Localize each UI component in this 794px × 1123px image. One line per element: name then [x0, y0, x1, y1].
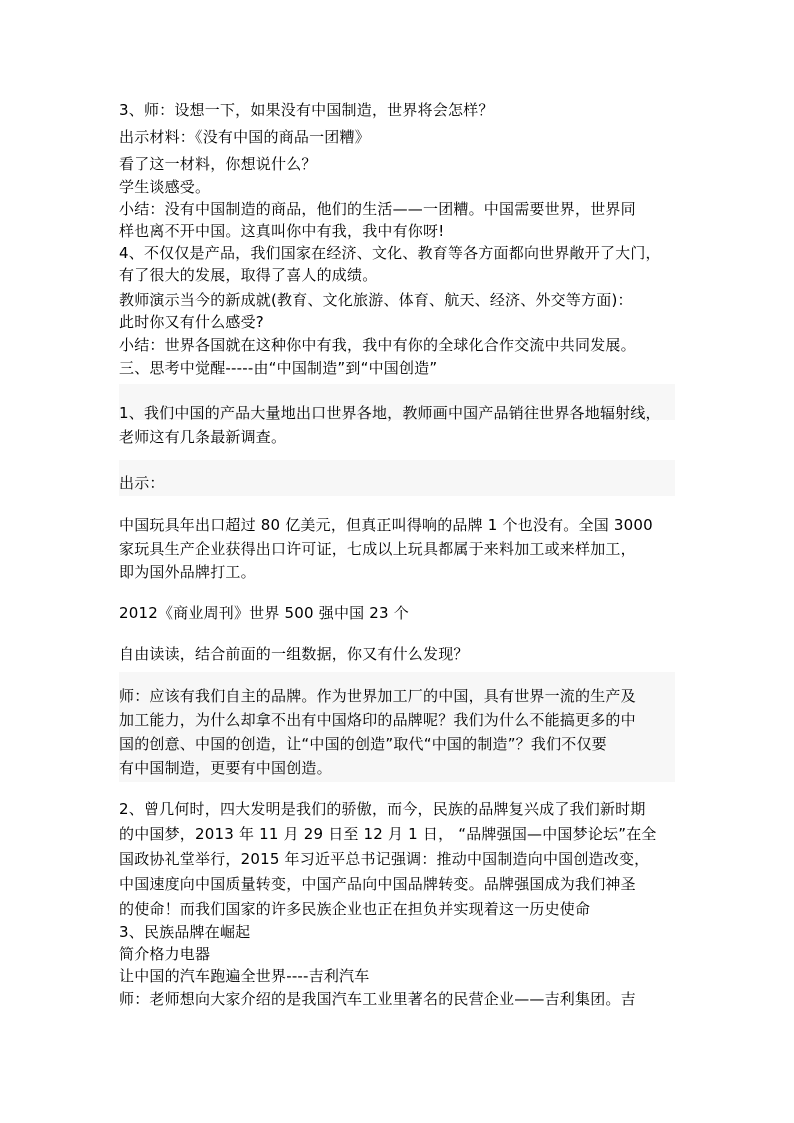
text-line: 自由读读，结合前面的一组数据，你又有什么发现？ — [119, 645, 469, 663]
text-line: 的使命！而我们国家的许多民族企业也正在担负并实现着这一历史使命 — [119, 900, 591, 918]
text-line: 2、曾几何时，四大发明是我们的骄傲，而今，民族的品牌复兴成了我们新时期 — [119, 800, 646, 818]
text-line: 加工能力，为什么却拿不出有中国烙印的品牌呢？我们为什么不能搞更多的中 — [119, 711, 636, 729]
text-line: 简介格力电器 — [119, 945, 211, 963]
text-line: 出示： — [119, 474, 165, 492]
text-line: 让中国的汽车跑遍全世界----吉利汽车 — [119, 967, 370, 985]
text-line: 即为国外品牌打工。 — [119, 563, 256, 581]
text-line: 师：老师想向大家介绍的是我国汽车工业里著名的民营企业——吉利集团。吉 — [119, 990, 636, 1008]
text-line: 的中国梦，2013 年 11 月 29 日至 12 月 1 日， “品牌强国—中国梦论坛”在全 — [119, 825, 657, 843]
text-line: 小结：世界各国就在这种你中有我，我中有你的全球化合作交流中共同发展。 — [119, 336, 636, 354]
text-line: 教师演示当今的新成就(教育、文化旅游、体育、航天、经济、外交等方面)： — [119, 291, 633, 309]
text-line: 老师这有几条最新调查。 — [119, 428, 287, 446]
text-line: 3、师：设想一下，如果没有中国制造，世界将会怎样？ — [119, 101, 494, 119]
text-line: 国政协礼堂举行，2015 年习近平总书记强调：推动中国制造向中国创造改变， — [119, 850, 650, 868]
text-line: 2012《商业周刊》世界 500 强中国 23 个 — [119, 604, 409, 622]
text-line: 此时你又有什么感受? — [119, 313, 264, 331]
text-line: 4、不仅仅是产品，我们国家在经济、文化、教育等各方面都向世界敞开了大门， — [119, 244, 661, 262]
text-line: 家玩具生产企业获得出口许可证，七成以上玩具都属于来料加工或来样加工， — [119, 540, 636, 558]
text-line: 有了很大的发展，取得了喜人的成绩。 — [119, 266, 378, 284]
text-line: 师：应该有我们自主的品牌。作为世界加工厂的中国，具有世界一流的生产及 — [119, 687, 636, 705]
text-line: 中国玩具年出口超过 80 亿美元，但真正叫得响的品牌 1 个也没有。全国 3000 — [119, 516, 653, 534]
text-line: 3、民族品牌在崛起 — [119, 923, 251, 941]
text-line: 有中国制造，更要有中国创造。 — [119, 759, 332, 777]
text-line: 看了这一材料，你想说什么？ — [119, 155, 317, 173]
text-line: 1、我们中国的产品大量地出口世界各地，教师画中国产品销往世界各地辐射线， — [119, 404, 661, 422]
text-line: 样也离不开中国。这真叫你中有我，我中有你呀! — [119, 222, 445, 240]
text-line: 小结：没有中国制造的商品，他们的生活——一团糟。中国需要世界，世界同 — [119, 200, 636, 218]
text-line: 出示材料：《没有中国的商品一团糟》 — [119, 128, 370, 146]
text-line: 学生谈感受。 — [119, 178, 211, 196]
text-line: 中国速度向中国质量转变，中国产品向中国品牌转变。品牌强国成为我们神圣 — [119, 875, 636, 893]
text-line: 国的创意、中国的创造，让“中国的创造”取代“中国的制造”？我们不仅要 — [119, 735, 607, 753]
shaded-block — [119, 460, 675, 496]
section-heading: 三、思考中觉醒-----由“中国制造”到“中国创造” — [119, 359, 438, 377]
